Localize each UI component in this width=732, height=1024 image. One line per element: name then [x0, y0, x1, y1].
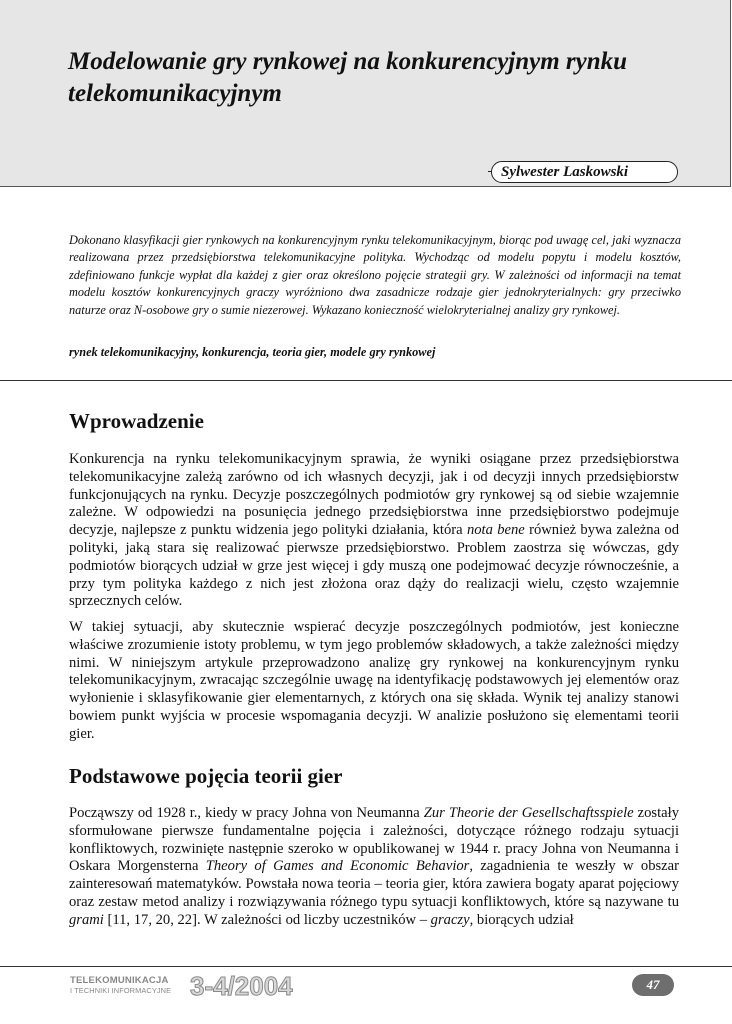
- page-number: 47: [632, 974, 674, 996]
- text-run: , biorących udział: [469, 911, 574, 928]
- text-run: [11, 17, 20, 22]. W zależności od liczby uczestników –: [103, 911, 431, 928]
- text-run: Konkurencja na rynku telekomunikacyjnym sprawia, że wyniki osiągane przez przedsiębiorstwa telekomunikacyjne zależą zarówno od ich własnych decyzji, jak i od decyzji innych przedsiębiorstw funkcjonujących na rynku. Decyzje poszczególnych podmiotów gry rynkowej są od siebie wzajemnie zależne. W odpowiedzi na posunięcia jednego przedsiębiorstwa inne przedsiębiorstwo podejmuje decyzje, najlepsze z punktu widzenia jego polityki działania, która: [69, 451, 679, 539]
- section-heading-basic-concepts: Podstawowe pojęcia teorii gier: [69, 764, 343, 788]
- journal-logo: [70, 975, 182, 995]
- journal-subtitle: I TECHNIKI INFORMACYJNE: [70, 986, 172, 995]
- text-run: Począwszy od 1928 r., kiedy w pracy Johna von Neumanna: [69, 805, 424, 821]
- abstract: Dokonano klasyfikacji gier rynkowych na konkurencyjnym rynku telekomunikacyjnym, biorąc pod uwagę cel, jaki wyznacza realizowana przez przedsiębiorstwa telekomunikacyjne polityka. Wychodząc od modelu popytu i modelu kosztów, zdefiniowano funkcje wypłat dla każdej z gier oraz określono pojęcie strategii gry. W zależności od informacji na temat modelu kosztów konkurencyjnych graczy wyróżniono dwa zasadnicze rodzaje gier jednokryterialnych: gry przeciwko naturze oraz N-osobowe gry o sumie niezerowej. Wykazano konieczność wielokryterialnej analizy gry rynkowej.: [69, 233, 681, 317]
- intro-paragraph-1: [69, 451, 679, 611]
- journal-name: TELEKOMUNIKACJA: [70, 975, 169, 986]
- section-heading-intro: Wprowadzenie: [69, 409, 204, 433]
- emphasis: nota bene: [466, 522, 525, 539]
- footer-divider: [0, 966, 732, 967]
- emphasis: Theory of Games and Economic Behavior: [205, 858, 470, 875]
- text-run: również bywa zależna od polityki, jaką stara się realizować pierwsze przedsiębiorstwo. Problem zaostrza się wówczas, gdy podmiotów biorących udział w grze jest więcej i gdy muszą one podejmować decyzje równocześnie, a przy tym polityka każdego z nich jest złożona oraz dąży do realizacji wielu, często wzajemnie sprzecznych celów.: [69, 522, 680, 610]
- article-title: Modelowanie gry rynkowej na konkurencyjnym rynku telekomunikacyjnym: [68, 48, 628, 107]
- emphasis: Zur Theorie der Gesellschaftsspiele: [423, 805, 634, 821]
- issue-number: 3-4/2004: [190, 971, 293, 1001]
- title-banner: [0, 0, 731, 187]
- text-run: , zagadnienia te weszły w obszar zainteresowań matematyków. Powstała nowa teoria – teoria gier, która zawiera bogaty aparat pojęciowy oraz zestaw metod analizy i rozwiązywania różnego typu sytuacji konfliktowych, które są nazywane tu: [69, 858, 679, 910]
- text-run: zostały sformułowane pierwsze fundamentalne pojęcia i zależności, dotyczące różnego rodzaju sytuacji konfliktowych, rozwinięte następnie szeroko w opublikowanej w 1944 r. pracy Johna von Neumanna i Oskara Morgensterna: [69, 805, 679, 875]
- emphasis: grami: [69, 911, 104, 928]
- basic-paragraph-1: [69, 805, 679, 930]
- emphasis: graczy: [430, 911, 470, 928]
- intro-paragraph-2: W takiej sytuacji, aby skutecznie wspierać decyzje poszczególnych podmiotów, jest konieczne właściwe zrozumienie istoty problemu, w tym jego problemów składowych, a także zależności między nimi. W niniejszym artykule przeprowadzono analizę gry rynkowej na konkurencyjnym rynku telekomunikacyjnym, zwracając szczególnie uwagę na identyfikację podstawowych jej elementów oraz wyłonienie i sklasyfikowanie gier elementarnych, z których ona się składa. Wynik tej analizy stanowi bowiem punkt wyjścia w procesie wspomagania decyzji. W analizie posłużono się elementami teorii gier.: [69, 619, 679, 742]
- author-name: Sylwester Laskowski: [491, 161, 678, 183]
- divider: [0, 380, 732, 381]
- keywords: rynek telekomunikacyjny, konkurencja, teoria gier, modele gry rynkowej: [69, 345, 436, 359]
